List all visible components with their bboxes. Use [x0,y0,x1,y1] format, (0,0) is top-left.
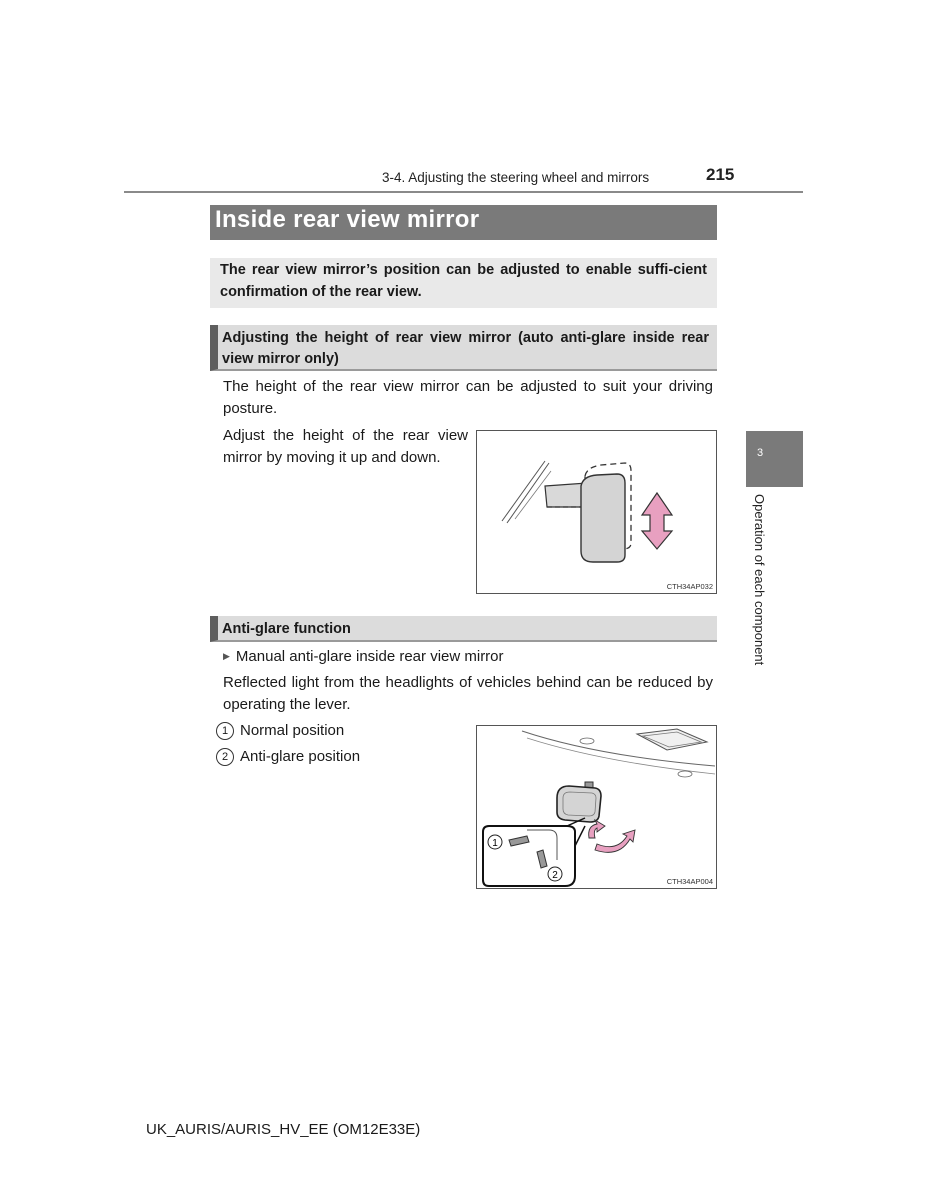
title-bar [210,205,717,240]
bullet-item [223,646,504,670]
height-section-heading [210,325,717,371]
antiglare-paragraph: Reflected light from the headlights of vehicles behind can be reduced by operating the lever. [223,674,713,713]
mirror-lever-illustration [477,726,716,888]
running-header-section: 3-4. Adjusting the steering wheel and mirrors [382,170,650,185]
header-rule [124,191,803,193]
mirror-height-illustration [477,431,716,593]
antiglare-section-heading-text: Anti-glare function [222,621,351,637]
chapter-number: 3 [757,447,764,459]
figure-code: CTH34AP004 [666,877,713,886]
curved-arrow-icon [589,820,635,852]
chapter-tab [746,431,803,487]
page-title: Inside rear view mirror [215,206,480,233]
item-label: Normal position [240,722,345,739]
height-section-heading-text: Adjusting the height of rear view mirror (auto anti-glare inside rear view mirror only) [222,330,709,367]
footer-code: UK_AURIS/AURIS_HV_EE (OM12E33E) [146,1121,421,1138]
intro-box [210,258,717,308]
item-label: Anti-glare position [240,748,361,765]
antiglare-section-heading [210,616,717,642]
height-instruction: Adjust the height of the rear view mirror by moving it up and down. [223,427,468,466]
item-number: 2 [216,748,234,766]
item-number: 1 [216,722,234,740]
list-item [216,746,360,768]
page-number: 215 [706,165,735,184]
height-paragraph: The height of the rear view mirror can be adjusted to suit your driving posture. [223,378,713,417]
double-arrow-icon [642,493,672,549]
list-item [216,720,344,742]
bullet-text: Manual anti-glare inside rear view mirror [235,648,504,665]
antiglare-figure [476,725,717,889]
bullet-triangle-icon: ▶ [223,651,230,661]
chapter-label: Operation of each component [752,494,767,666]
figure-code: CTH34AP032 [666,582,713,591]
intro-text: The rear view mirror’s position can be adjusted to enable suffi-cient confirmation of the rear view. [220,262,707,300]
height-adjust-figure [476,430,717,594]
callout-label: 1 [492,838,498,849]
callout-label: 2 [552,870,558,881]
